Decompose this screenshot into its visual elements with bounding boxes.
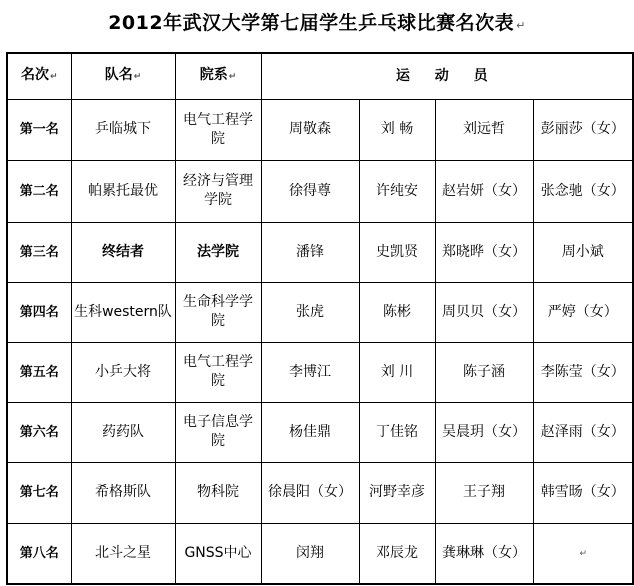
player-cell: 郑晓晔（女）	[435, 222, 533, 282]
dept-cell: 生命科学学院	[175, 282, 261, 342]
dept-cell: GNSS中心	[175, 523, 261, 584]
team-cell: 终结者	[71, 222, 175, 282]
table-row	[7, 462, 633, 523]
ranking-table	[6, 52, 634, 585]
rank-cell: 第二名	[7, 160, 71, 222]
player-cell: 许纯安	[359, 160, 435, 222]
player-cell: 史凯贤	[359, 222, 435, 282]
dept-cell: 物科院	[175, 462, 261, 523]
player-cell: 赵泽雨（女）	[533, 402, 633, 462]
table-row	[7, 222, 633, 282]
header-row	[7, 53, 633, 99]
player-cell: 杨佳鼎	[261, 402, 359, 462]
player-cell: 刘 畅	[359, 99, 435, 160]
player-cell: 周敬森	[261, 99, 359, 160]
player-cell: 徐得尊	[261, 160, 359, 222]
header-team: 队名↵	[71, 53, 175, 99]
team-cell: 帕累托最优	[71, 160, 175, 222]
player-cell: 周贝贝（女）	[435, 282, 533, 342]
table-row	[7, 402, 633, 462]
dept-cell: 电子信息学院	[175, 402, 261, 462]
rank-cell: 第七名	[7, 462, 71, 523]
player-cell: 周小斌	[533, 222, 633, 282]
player-cell: 丁佳铭	[359, 402, 435, 462]
team-cell: 北斗之星	[71, 523, 175, 584]
player-cell: 潘锋	[261, 222, 359, 282]
header-dept: 院系↵	[175, 53, 261, 99]
page-title: 2012年武汉大学第七届学生乒乓球比赛名次表 ↵	[108, 12, 526, 34]
player-cell: 陈子涵	[435, 342, 533, 402]
player-cell: 张念驰（女）	[533, 160, 633, 222]
table-row	[7, 523, 633, 584]
player-cell: 邓辰龙	[359, 523, 435, 584]
rank-cell: 第八名	[7, 523, 71, 584]
dept-cell: 经济与管理学院	[175, 160, 261, 222]
team-cell: 生科western队	[71, 282, 175, 342]
table-row	[7, 282, 633, 342]
player-cell: 闵翔	[261, 523, 359, 584]
player-cell-empty: ↵	[533, 523, 633, 584]
rank-cell: 第三名	[7, 222, 71, 282]
rank-cell: 第四名	[7, 282, 71, 342]
player-cell: 李博江	[261, 342, 359, 402]
player-cell: 赵岩妍（女）	[435, 160, 533, 222]
player-cell: 刘远哲	[435, 99, 533, 160]
dept-cell: 电气工程学院	[175, 99, 261, 160]
table-row	[7, 342, 633, 402]
table-row	[7, 99, 633, 160]
player-cell: 徐晨阳（女）	[261, 462, 359, 523]
header-players: 运 动 员	[261, 53, 633, 99]
player-cell: 韩雪旸（女）	[533, 462, 633, 523]
player-cell: 李陈莹（女）	[533, 342, 633, 402]
dept-cell: 法学院	[175, 222, 261, 282]
player-cell: 河野幸彦	[359, 462, 435, 523]
player-cell: 彭丽莎（女）	[533, 99, 633, 160]
table-row	[7, 160, 633, 222]
rank-cell: 第一名	[7, 99, 71, 160]
player-cell: 张虎	[261, 282, 359, 342]
player-cell: 陈彬	[359, 282, 435, 342]
team-cell: 小乒大将	[71, 342, 175, 402]
team-cell: 药药队	[71, 402, 175, 462]
player-cell: 龚琳琳（女）	[435, 523, 533, 584]
dept-cell: 电气工程学院	[175, 342, 261, 402]
rank-cell: 第五名	[7, 342, 71, 402]
team-cell: 希格斯队	[71, 462, 175, 523]
player-cell: 吴晨玥（女）	[435, 402, 533, 462]
player-cell: 严婷（女）	[533, 282, 633, 342]
player-cell: 王子翔	[435, 462, 533, 523]
team-cell: 乒临城下	[71, 99, 175, 160]
player-cell: 刘 川	[359, 342, 435, 402]
rank-cell: 第六名	[7, 402, 71, 462]
header-rank: 名次↵	[7, 53, 71, 99]
